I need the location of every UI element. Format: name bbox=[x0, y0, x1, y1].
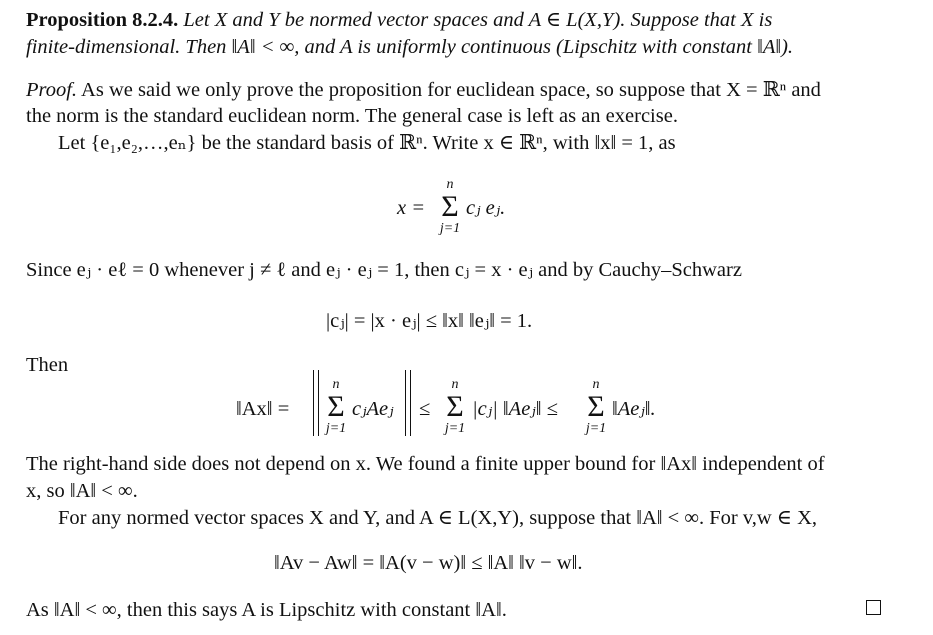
proposition-text-line2: finite-dimensional. Then ‖A‖ < ∞, and A is uniformly continuous (Lipschitz with constant ‖A‖). bbox=[26, 36, 794, 58]
equation-cauchy-schwarz: |cⱼ| = |x · eⱼ| ≤ ‖x‖ ‖eⱼ‖ = 1. bbox=[326, 310, 533, 332]
sum-operator: n Σ j=1 bbox=[439, 177, 461, 236]
then-label: Then bbox=[26, 354, 69, 376]
proposition-text-line1: Let X and Y be normed vector spaces and A ∈ L(X,Y). Suppose that X is bbox=[178, 9, 773, 31]
proof-line2: the norm is the standard euclidean norm. The general case is left as an exercise. bbox=[26, 105, 678, 127]
eq1-lhs: x = bbox=[397, 197, 426, 219]
norm-bar-left-inner bbox=[318, 370, 319, 436]
proof-line8: As ‖A‖ < ∞, then this says A is Lipschitz with constant ‖A‖. bbox=[26, 599, 507, 621]
eq3-term1: cⱼAeⱼ bbox=[352, 398, 394, 420]
norm-bar-left-outer bbox=[313, 370, 314, 436]
sum-operator: n Σ j=1 bbox=[325, 377, 347, 436]
proof-line6: x, so ‖A‖ < ∞. bbox=[26, 480, 138, 502]
eq3-term3: ‖Aeⱼ‖. bbox=[612, 398, 656, 420]
proof-line5: The right-hand side does not depend on x. We found a finite upper bound for ‖Ax‖ independent of bbox=[26, 453, 825, 475]
sum-operator: n Σ j=1 bbox=[585, 377, 607, 436]
eq3-term2: |cⱼ| ‖Aeⱼ‖ ≤ bbox=[472, 398, 558, 420]
sum-operator: n Σ j=1 bbox=[444, 377, 466, 436]
eq3-mid: ≤ bbox=[419, 398, 431, 420]
equation-lipschitz: ‖Av − Aw‖ = ‖A(v − w)‖ ≤ ‖A‖ ‖v − w‖. bbox=[274, 552, 583, 574]
eq3-lhs: ‖Ax‖ = bbox=[236, 398, 290, 420]
eq1-rhs: cⱼ eⱼ. bbox=[466, 197, 506, 219]
proof-line3: Let {e₁,e₂,…,eₙ} be the standard basis of ℝⁿ. Write x ∈ ℝⁿ, with ‖x‖ = 1, as bbox=[58, 132, 676, 154]
proof-label: Proof. bbox=[26, 79, 78, 101]
proof-line1: As we said we only prove the proposition for euclidean space, so suppose that X = ℝⁿ and bbox=[77, 79, 821, 101]
proof-line4: Since eⱼ · eℓ = 0 whenever j ≠ ℓ and eⱼ · eⱼ = 1, then cⱼ = x · eⱼ and by Cauchy–Schwarz bbox=[26, 259, 742, 281]
norm-bar-right-inner bbox=[405, 370, 406, 436]
qed-square-icon bbox=[866, 600, 881, 615]
proof-line7: For any normed vector spaces X and Y, and A ∈ L(X,Y), suppose that ‖A‖ < ∞. For v,w ∈ X, bbox=[58, 507, 818, 529]
proposition-label: Proposition 8.2.4. bbox=[26, 9, 179, 31]
norm-bar-right-outer bbox=[410, 370, 411, 436]
